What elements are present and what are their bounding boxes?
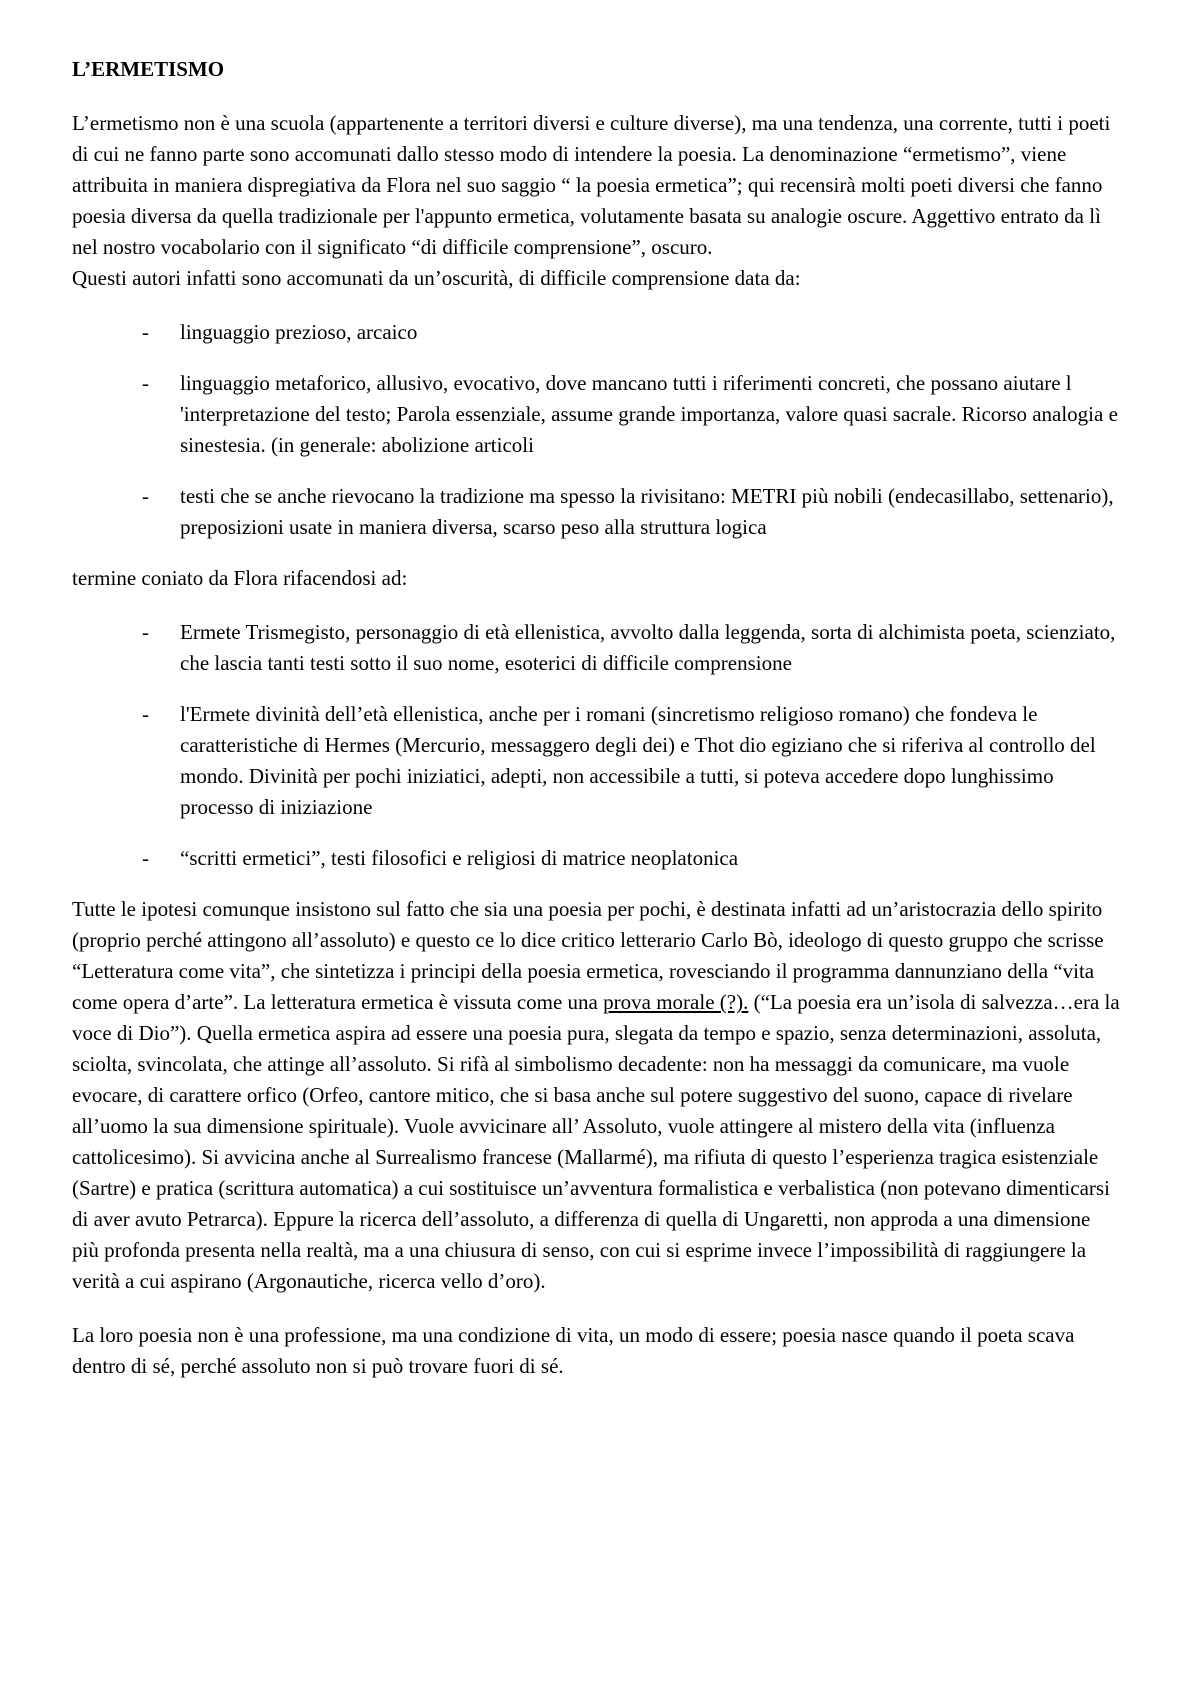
- origin-list: [72, 617, 1122, 874]
- origin-paragraph: termine coniato da Flora rifacendosi ad:: [72, 566, 408, 590]
- list-item: - Ermete Trismegisto, personaggio di età ellenistica, avvolto dalla leggenda, sorta di alchimista poeta, scienziato, che lascia tanti testi sotto il suo nome, esoterici di difficile comprensione: [72, 617, 1122, 679]
- obscurity-list: [72, 317, 1122, 543]
- main-text-a: Tutte le ipotesi comunque insistono sul fatto che sia una poesia per pochi, è destinata infatti ad un’aristocrazia dello spirito (proprio perché attingono all’assoluto) e questo ce lo dice critico letterario Carlo Bò, ideologo di questo gruppo che scrisse “Letteratura come vita”, che sintetizza i principi della poesia ermetica, rovesciando il programma dannunziano della “vita come opera d’arte”. La letteratura ermetica è vissuta come una: [72, 897, 1104, 1014]
- list-item: - “scritti ermetici”, testi filosofici e religiosi di matrice neoplatonica: [72, 843, 1122, 874]
- list-item: - linguaggio metaforico, allusivo, evocativo, dove mancano tutti i riferimenti concreti, che possano aiutare l 'interpretazione del testo; Parola essenziale, assume grande importanza, valore quasi sacrale. Ricorso analogia e sinestesia. (in generale: abolizione articoli: [72, 368, 1122, 461]
- list-item: - testi che se anche rievocano la tradizione ma spesso la rivisitano: METRI più nobili (endecasillabo, settenario), preposizioni usate in maniera diversa, scarso peso alla struttura logica: [72, 481, 1122, 543]
- intro-paragraph: L’ermetismo non è una scuola (appartenente a territori diversi e culture diverse), ma una tendenza, una corrente, tutti i poeti di cui ne fanno parte sono accomunati dallo stesso modo di intendere la poesia. La denominazione “ermetismo”, viene attribuita in maniera dispregiativa da Flora nel suo saggio “ la poesia ermetica”; qui recensirà molti poeti diversi che fanno poesia diversa da quella tradizionale per l'appunto ermetica, volutamente basata su analogie oscure. Aggettivo entrato da lì nel nostro vocabolario con il significato “di difficile comprensione”, oscuro.: [72, 111, 1111, 259]
- closing-paragraph: La loro poesia non è una professione, ma una condizione di vita, un modo di essere; poesia nasce quando il poeta scava dentro di sé, perché assoluto non si può trovare fuori di sé.: [72, 1323, 1075, 1378]
- underlined-phrase: prova morale (?).: [603, 990, 749, 1014]
- main-paragraph: [72, 894, 1122, 1297]
- list-item: - linguaggio prezioso, arcaico: [72, 317, 1122, 348]
- document-title: L’ERMETISMO: [72, 57, 225, 81]
- document-page: [72, 54, 1122, 1382]
- list-intro-paragraph: Questi autori infatti sono accomunati da un’oscurità, di difficile comprensione data da:: [72, 266, 801, 290]
- main-text-b: (“La poesia era un’isola di salvezza…era la voce di Dio”). Quella ermetica aspira ad essere una poesia pura, slegata da tempo e spazio, senza determinazioni, assoluta, sciolta, svincolata, che attinge all’assoluto. Si rifà al simbolismo decadente: non ha messaggi da comunicare, ma vuole evocare, di carattere orfico (Orfeo, cantore mitico, che si basa anche sul potere suggestivo del suono, capace di rivelare all’uomo la sua dimensione spirituale). Vuole avvicinare all’ Assoluto, vuole attingere al mistero della vita (influenza cattolicesimo). Si avvicina anche al Surrealismo francese (Mallarmé), ma rifiuta di questo l’esperienza tragica esistenziale (Sartre) e pratica (scrittura automatica) a cui sostituisce un’avventura formalistica e verbalistica (non potevano dimenticarsi di aver avuto Petrarca). Eppure la ricerca dell’assoluto, a differenza di quella di Ungaretti, non approda a una dimensione più profonda presenta nella realtà, ma a una chiusura di senso, con cui si esprime invece l’impossibilità di raggiungere la verità a cui aspirano (Argonautiche, ricerca vello d’oro).: [72, 990, 1120, 1293]
- list-item: - l'Ermete divinità dell’età ellenistica, anche per i romani (sincretismo religioso romano) che fondeva le caratteristiche di Hermes (Mercurio, messaggero degli dei) e Thot dio egiziano che si riferiva al controllo del mondo. Divinità per pochi iniziatici, adepti, non accessibile a tutti, si poteva accedere dopo lunghissimo processo di iniziazione: [72, 699, 1122, 823]
